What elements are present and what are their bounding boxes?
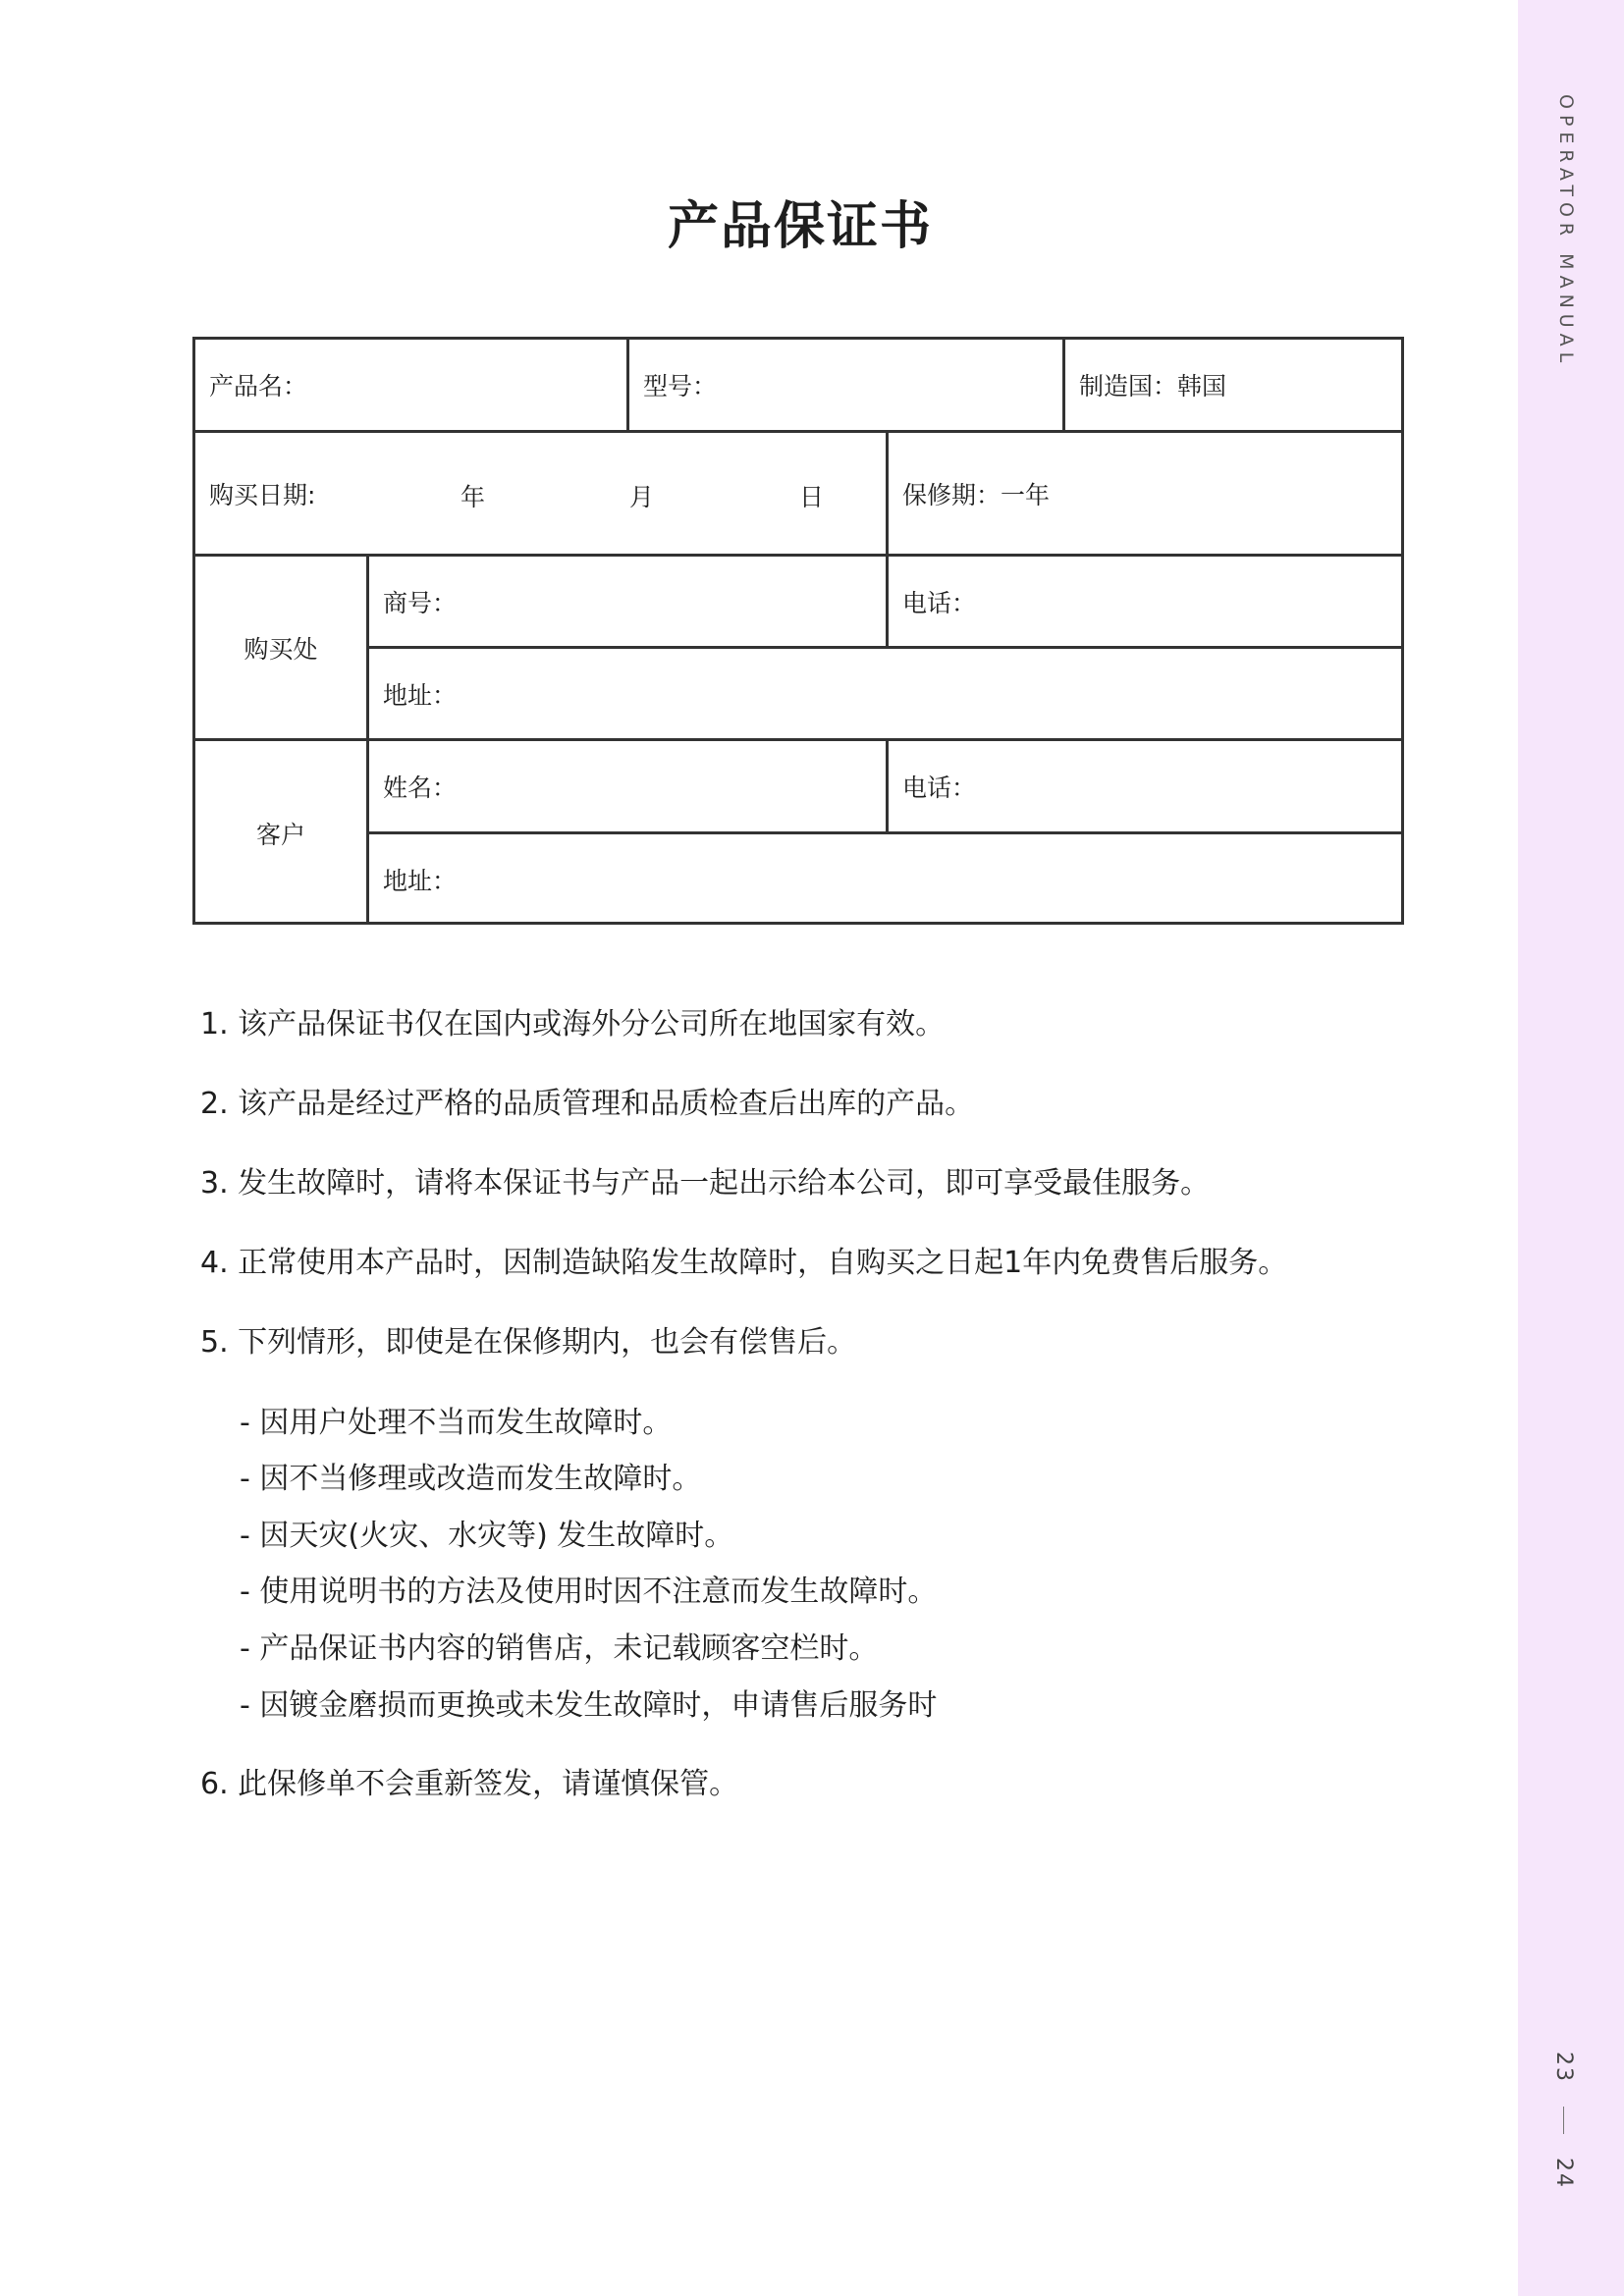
store-phone-label: 电话： (902, 588, 977, 617)
sub-note-item: - 产品保证书内容的销售店，未记载顾客空栏时。 (240, 1631, 879, 1666)
store-address-field[interactable] (369, 649, 1401, 738)
page-title: 产品保证书 (667, 197, 933, 256)
month-label: 月 (629, 483, 655, 511)
model-label: 型号： (643, 372, 718, 400)
note-item: 1. 该产品保证书仅在国内或海外分公司所在地国家有效。 (200, 1007, 946, 1041)
customer-address-label: 地址： (383, 867, 458, 895)
sub-note-item: - 因用户处理不当而发生故障时。 (240, 1406, 673, 1440)
product-name-label: 产品名： (209, 372, 308, 400)
page-numbers (1551, 2052, 1576, 2189)
purchase-date-field[interactable] (195, 433, 886, 554)
day-label: 日 (799, 483, 825, 511)
sub-note-item: - 使用说明书的方法及使用时因不注意而发生故障时。 (240, 1575, 938, 1609)
store-name-field[interactable] (369, 557, 886, 646)
warranty-period-field (889, 433, 1401, 554)
model-field[interactable] (629, 340, 1062, 430)
note-item: 4. 正常使用本产品时，因制造缺陷发生故障时，自购买之日起1年内免费售后服务。 (200, 1246, 1288, 1280)
customer-name-label: 姓名： (383, 774, 458, 802)
store-address-label: 地址： (383, 680, 458, 710)
warranty-form (192, 337, 1404, 925)
page-separator (1563, 2107, 1564, 2134)
customer-group-label (195, 741, 366, 925)
store-group-text: 购买处 (244, 634, 318, 664)
customer-group-text: 客户 (255, 820, 305, 849)
manual-title: OPERATOR MANUAL (1555, 94, 1577, 369)
sub-note-item: - 因不当修理或改造而发生故障时。 (240, 1462, 702, 1496)
sub-note-item: - 因天灾(火灾、水灾等) 发生故障时。 (240, 1519, 734, 1553)
store-group-label (195, 557, 366, 738)
warranty-period-label: 保修期：一年 (902, 480, 1051, 509)
customer-name-field[interactable] (369, 741, 886, 831)
country-label: 制造国：韩国 (1079, 372, 1227, 400)
country-field (1065, 340, 1401, 430)
store-name-label: 商号： (383, 588, 458, 617)
customer-phone-field[interactable] (889, 741, 1401, 831)
page-number-left: 23 (1551, 2052, 1576, 2083)
customer-phone-label: 电话： (902, 774, 977, 802)
sub-note-item: - 因镀金磨损而更换或未发生故障时，申请售后服务时 (240, 1688, 938, 1723)
note-item: 5. 下列情形，即使是在保修期内，也会有偿售后。 (200, 1325, 857, 1360)
note-item: 3. 发生故障时，请将本保证书与产品一起出示给本公司，即可享受最佳服务。 (200, 1166, 1211, 1201)
product-name-field[interactable] (195, 340, 626, 430)
store-phone-field[interactable] (889, 557, 1401, 646)
purchase-date-label: 购买日期: (209, 480, 316, 509)
year-label: 年 (460, 483, 486, 511)
note-item-final: 6. 此保修单不会重新签发，请谨慎保管。 (200, 1767, 739, 1801)
note-item: 2. 该产品是经过严格的品质管理和品质检查后出库的产品。 (200, 1087, 975, 1121)
customer-address-field[interactable] (369, 834, 1401, 925)
page-number-right: 24 (1551, 2158, 1576, 2189)
